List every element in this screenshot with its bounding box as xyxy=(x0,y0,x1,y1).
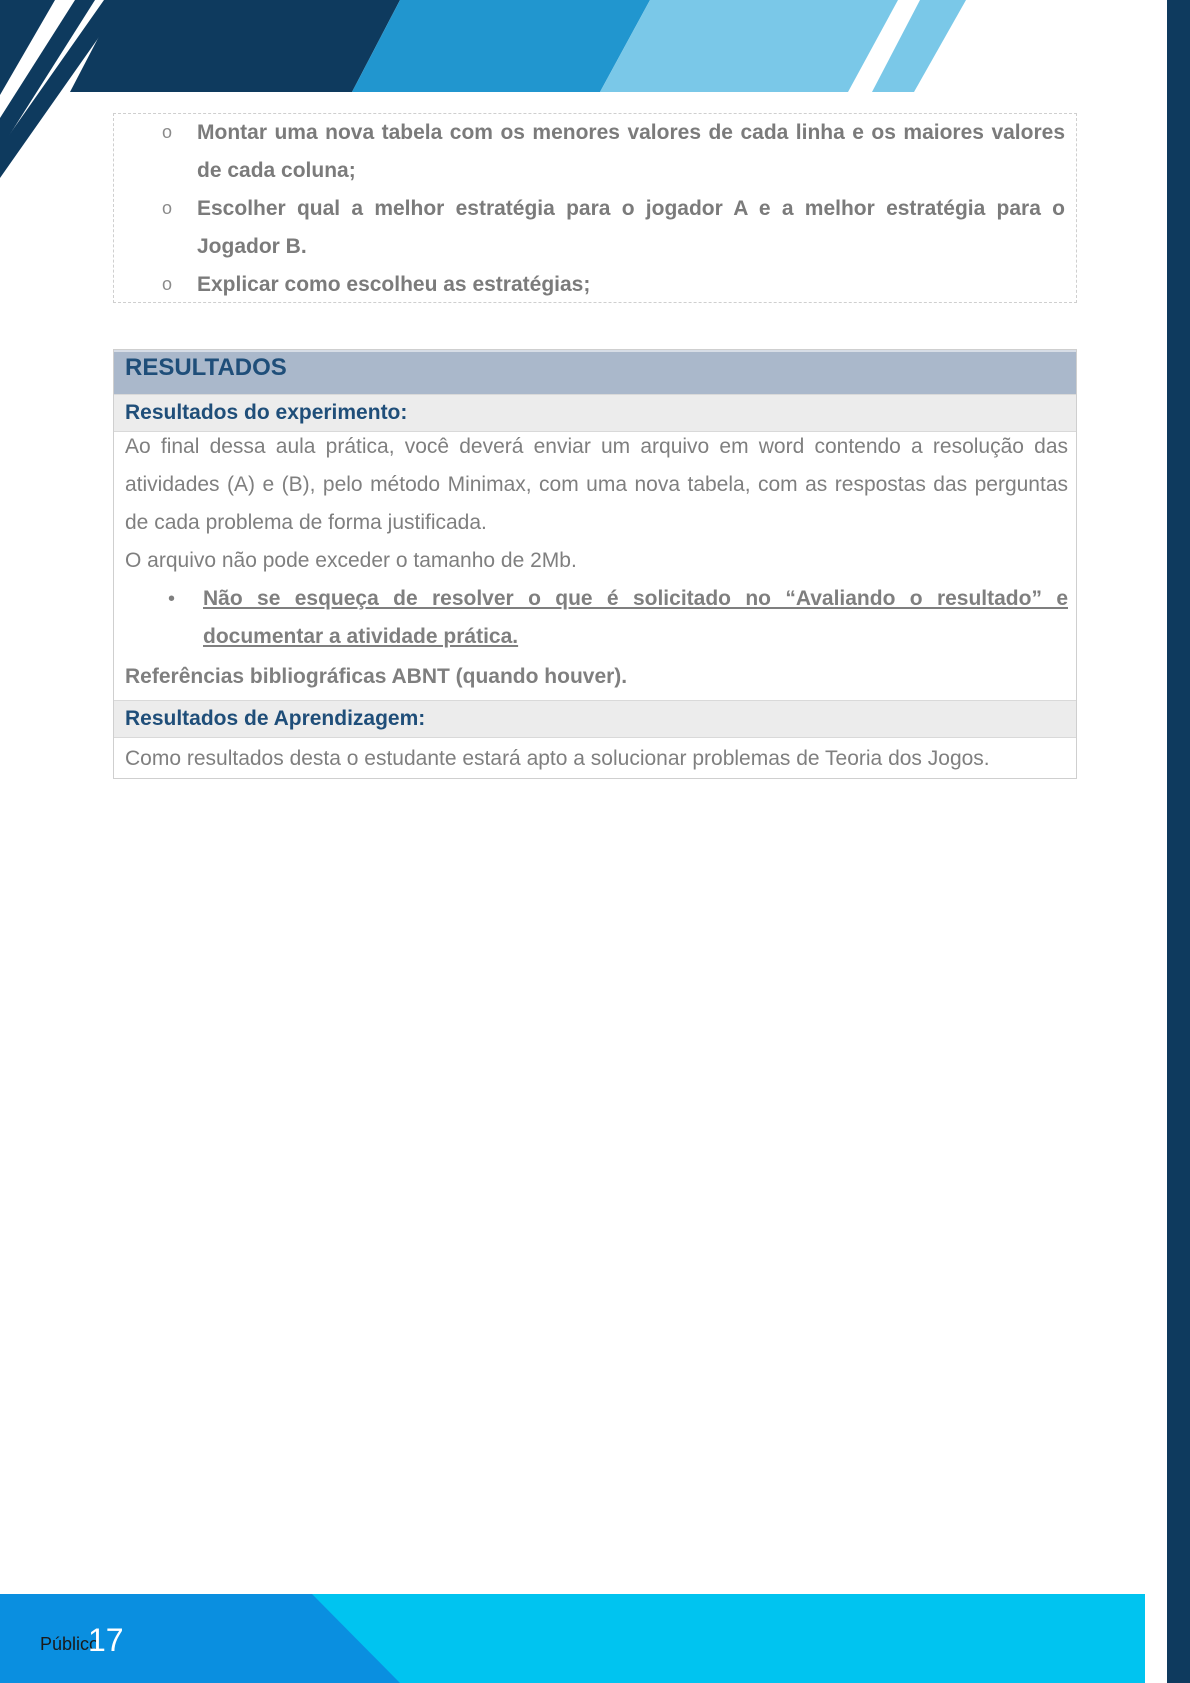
classification-label: Público xyxy=(40,1634,100,1654)
learning-heading-bar xyxy=(114,700,1076,738)
header-light-blue-block xyxy=(600,0,898,92)
header-navy-block xyxy=(70,0,400,92)
footer-banner xyxy=(0,1594,1145,1683)
learning-outcome-text: Como resultados desta o estudante estará apto a solucionar problemas de Teoria dos Jogos. xyxy=(125,747,990,770)
footer-graphic xyxy=(0,1594,1145,1683)
results-paragraph: Ao final dessa aula prática, você deverá enviar um arquivo em word contendo a resolução das atividades (A) e (B), pelo método Minimax, com uma nova tabela, com as respostas das perguntas de cada problema de forma justificada. xyxy=(125,435,1068,534)
right-edge-bar xyxy=(1167,0,1190,1683)
results-title-bar xyxy=(114,350,1076,394)
file-size-note: O arquivo não pode exceder o tamanho de 2Mb. xyxy=(125,549,577,572)
task-text: Montar uma nova tabela com os menores valores de cada linha e os maiores valores de cada coluna; xyxy=(197,121,1065,182)
hollow-bullet-icon: o xyxy=(162,198,173,218)
experiment-heading-bar xyxy=(114,394,1076,432)
header-mid-blue-block xyxy=(352,0,650,92)
results-title: RESULTADOS xyxy=(125,354,287,381)
task-list-box xyxy=(113,113,1077,303)
references-line: Referências bibliográficas ABNT (quando houver). xyxy=(125,665,628,688)
hollow-bullet-icon: o xyxy=(162,122,173,142)
task-text: Escolher qual a melhor estratégia para o jogador A e a melhor estratégia para o Jogador B. xyxy=(197,197,1065,258)
reminder-text: Não se esqueça de resolver o que é solicitado no “Avaliando o resultado” e documentar a atividade prática. xyxy=(203,587,1068,648)
task-text: Explicar como escolheu as estratégias; xyxy=(197,273,591,296)
learning-heading: Resultados de Aprendizagem: xyxy=(125,707,426,730)
results-section xyxy=(113,349,1077,779)
hollow-bullet-icon: o xyxy=(162,274,173,294)
page-number: 17 xyxy=(88,1622,124,1658)
experiment-heading: Resultados do experimento: xyxy=(125,401,408,424)
bullet-icon: • xyxy=(168,588,176,610)
